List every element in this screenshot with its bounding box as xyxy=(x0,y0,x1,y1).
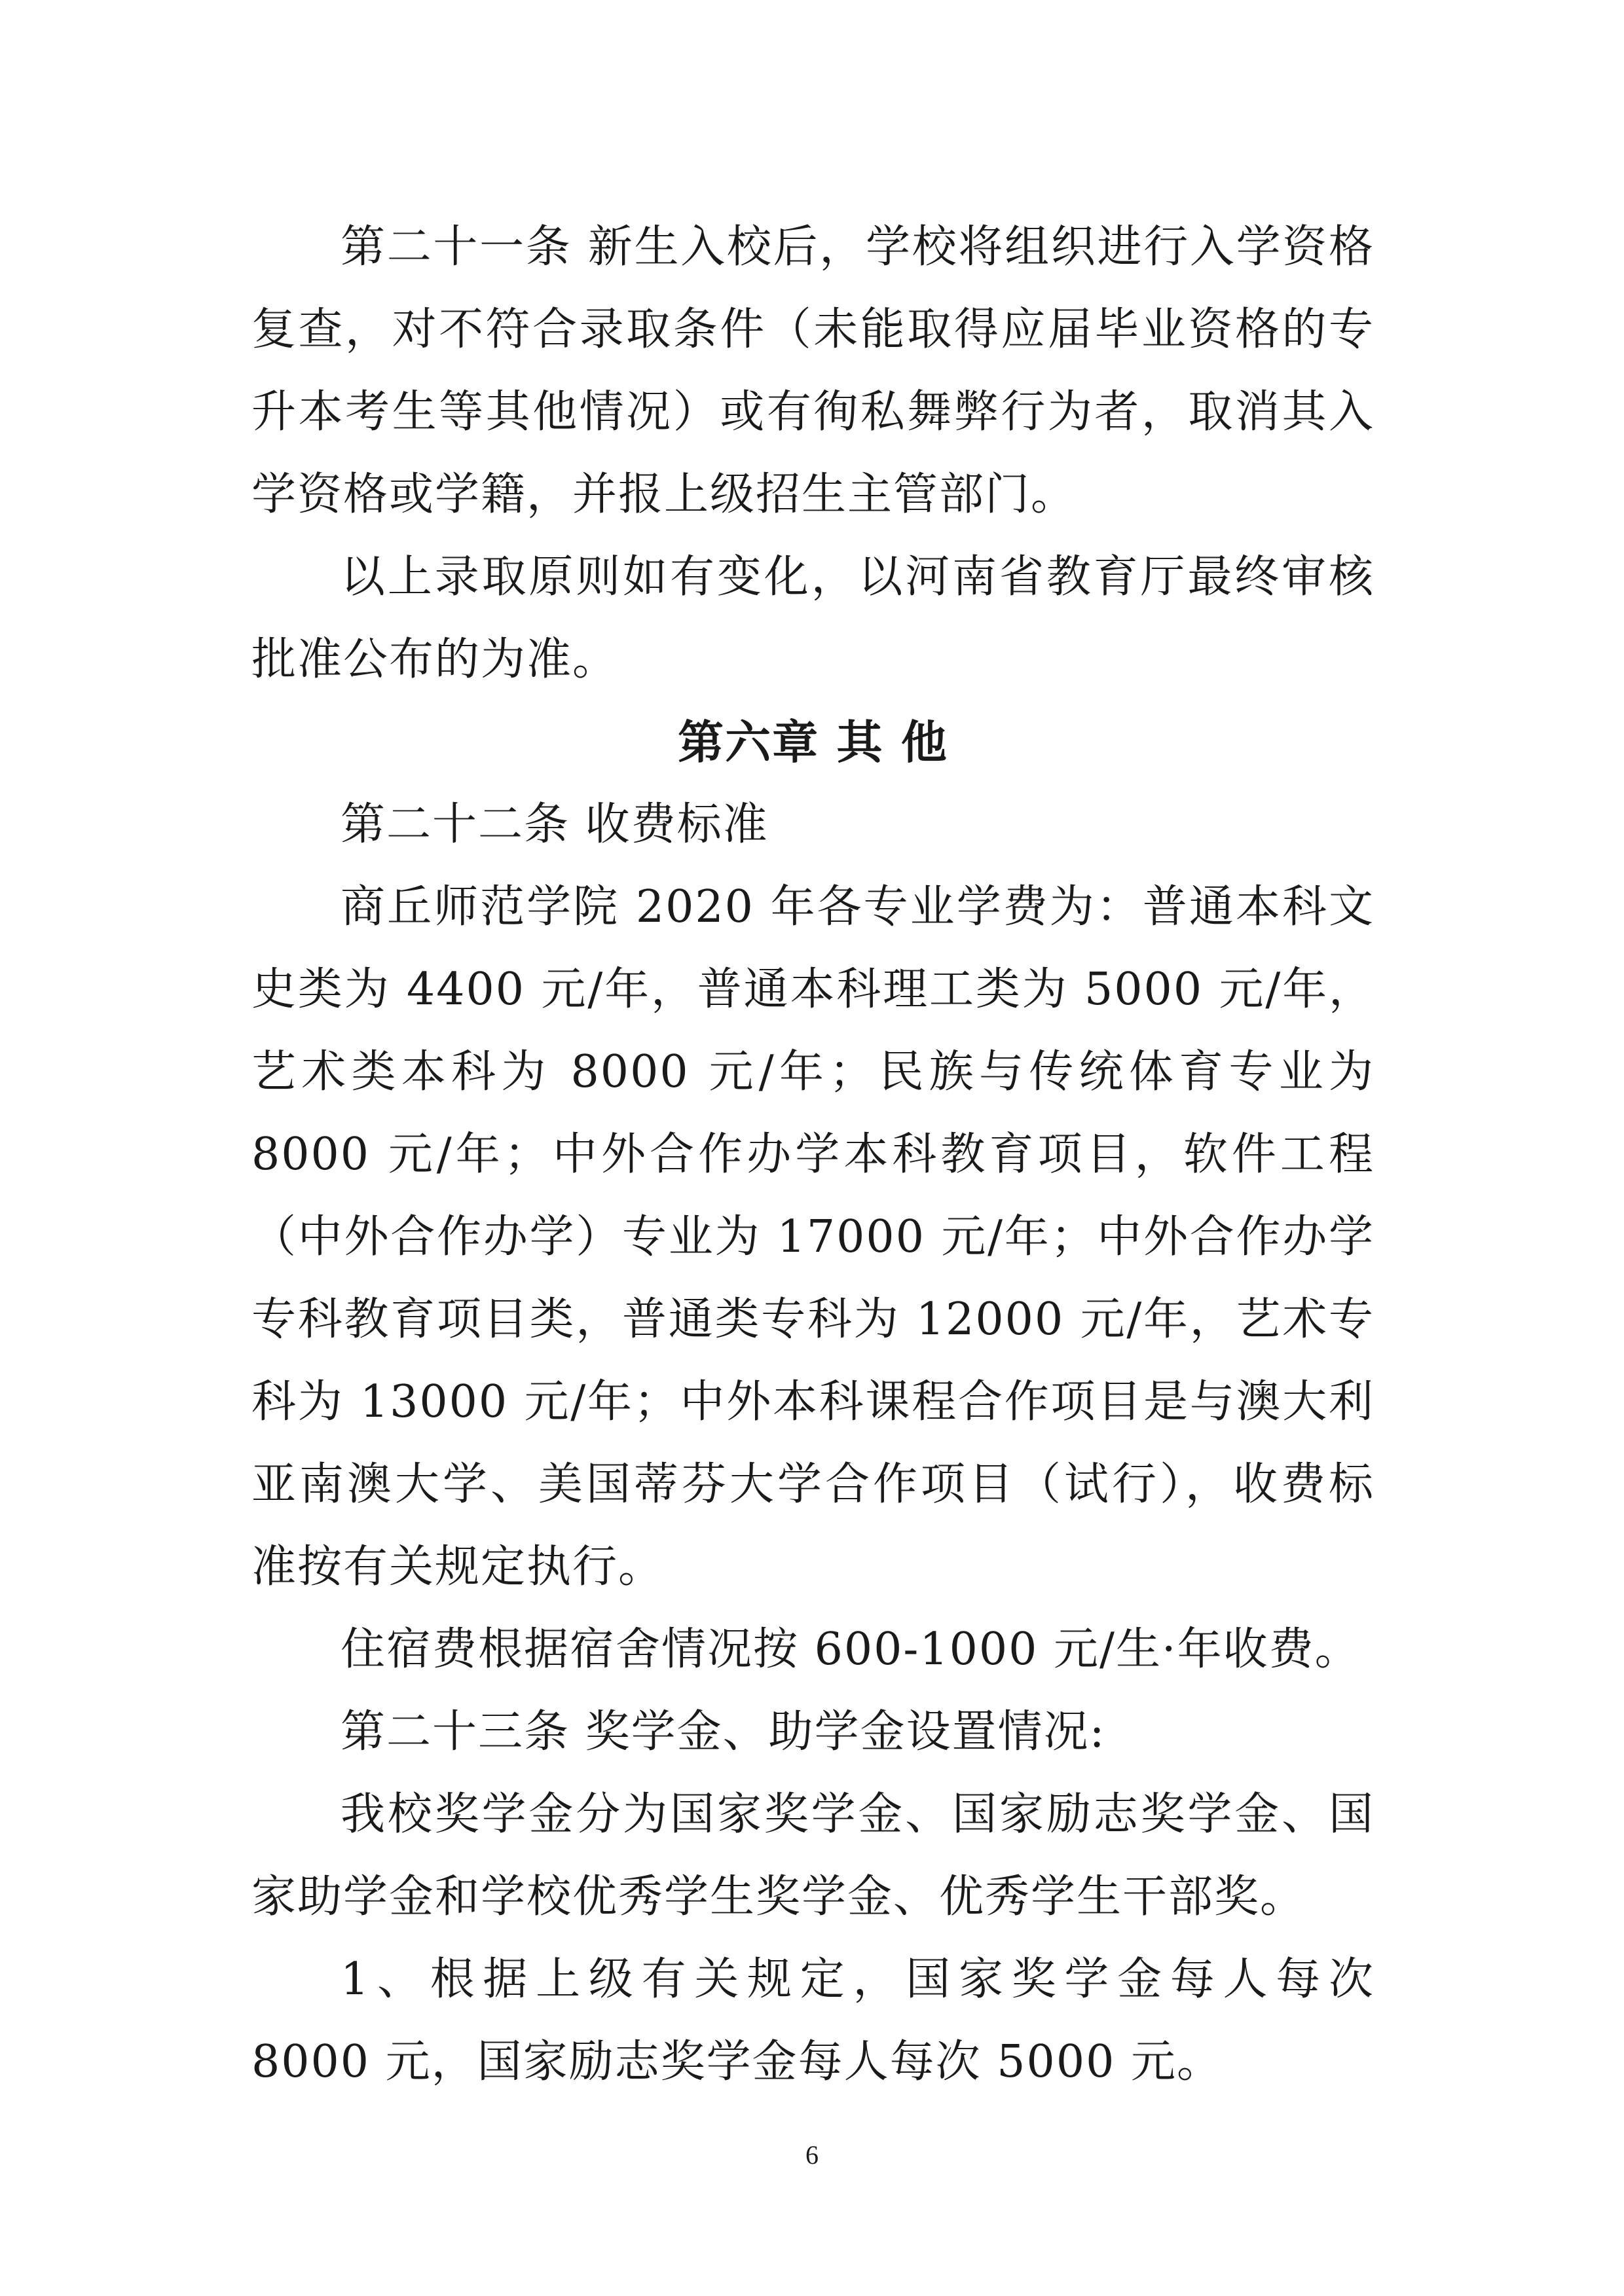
admission-note-paragraph: 以上录取原则如有变化，以河南省教育厅最终审核批准公布的为准。 xyxy=(251,551,1375,685)
scholarship-item-1: 1、根据上级有关规定，国家奖学金每人每次 8000 元，国家励志奖学金每人每次 5000 元。 xyxy=(251,1954,1375,2088)
chapter-title: 第六章 其 他 xyxy=(678,716,948,769)
page-number: 6 xyxy=(805,2140,819,2170)
article-22-heading: 第二十二条 收费标准 xyxy=(341,799,769,850)
article-21-paragraph: 第二十一条 新生入校后，学校将组织进行入学资格复查，对不符合录取条件（未能取得应届毕业资格的专升本考生等其他情况）或有徇私舞弊行为者，取消其入学资格或学籍，并报上级招生主管部门。 xyxy=(251,221,1375,520)
tuition-paragraph: 商丘师范学院 2020 年各专业学费为：普通本科文史类为 4400 元/年，普通本科理工类为 5000 元/年，艺术类本科为 8000 元/年；民族与传统体育专业为 8000 元/年；中外合作办学本科教育项目，软件工程（中外合作办学）专业为 17000 元/年；中外合作办学专科教育项目类，普通类专科为 12000 元/年，艺术专科为 13000 元/年；中外本科课程合作项目是与澳大利亚南澳大学、美国蒂芬大学合作项目（试行），收费标准按有关规定执行。 xyxy=(251,881,1375,1593)
article-23-heading: 第二十三条 奖学金、助学金设置情况: xyxy=(341,1706,1106,1758)
page-body xyxy=(251,206,1375,2104)
accommodation-paragraph: 住宿费根据宿舍情况按 600-1000 元/生·年收费。 xyxy=(341,1624,1361,1675)
scholarship-types-paragraph: 我校奖学金分为国家奖学金、国家励志奖学金、国家助学金和学校优秀学生奖学金、优秀学生干部奖。 xyxy=(251,1789,1375,1923)
